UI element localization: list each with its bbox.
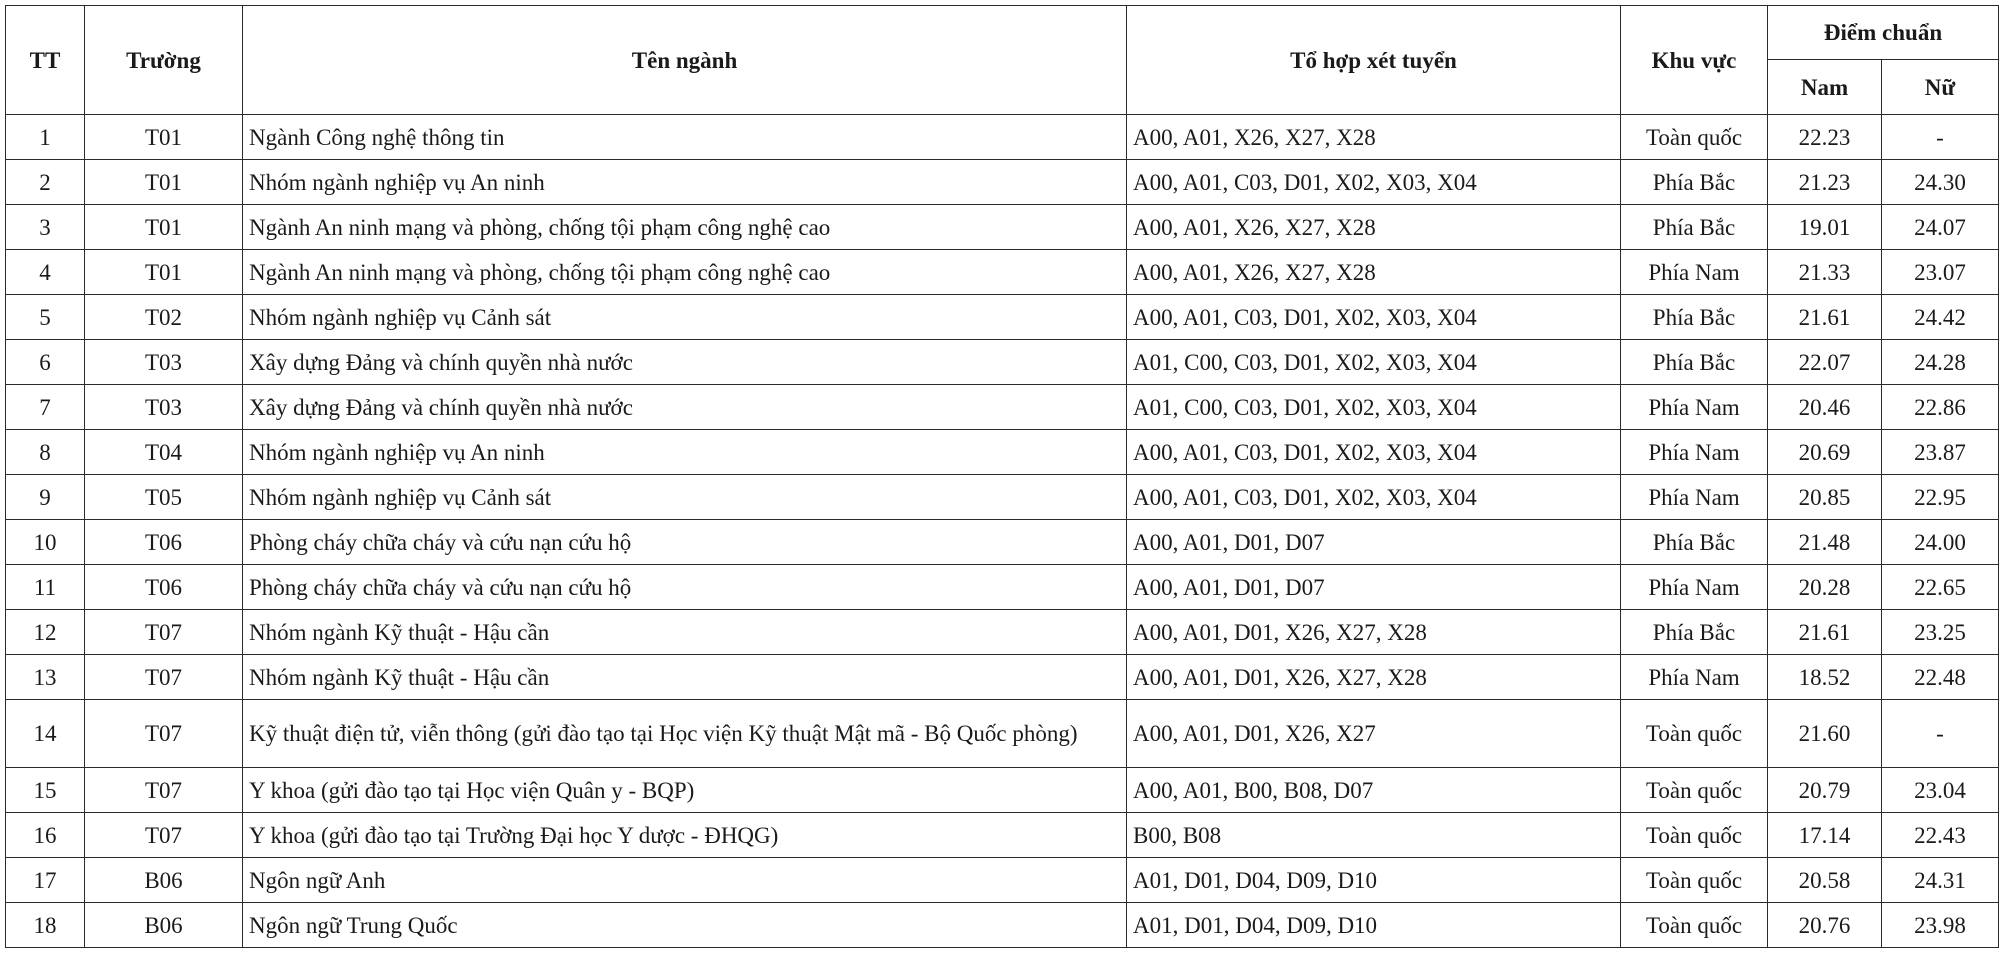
cell-to-hop: A00, A01, D01, D07 bbox=[1127, 520, 1621, 565]
cell-ten-nganh: Xây dựng Đảng và chính quyền nhà nước bbox=[243, 340, 1127, 385]
cell-khu-vuc: Phía Bắc bbox=[1621, 610, 1768, 655]
cell-to-hop: A01, D01, D04, D09, D10 bbox=[1127, 858, 1621, 903]
cell-tt: 12 bbox=[6, 610, 85, 655]
cell-truong: T07 bbox=[85, 700, 243, 768]
cell-khu-vuc: Toàn quốc bbox=[1621, 903, 1768, 948]
cell-nu: - bbox=[1882, 700, 1999, 768]
cell-ten-nganh: Ngôn ngữ Trung Quốc bbox=[243, 903, 1127, 948]
cell-nu: 24.30 bbox=[1882, 160, 1999, 205]
cell-to-hop: A00, A01, C03, D01, X02, X03, X04 bbox=[1127, 295, 1621, 340]
cell-truong: T05 bbox=[85, 475, 243, 520]
table-row bbox=[6, 858, 1999, 903]
cell-ten-nganh: Ngôn ngữ Anh bbox=[243, 858, 1127, 903]
table-row bbox=[6, 520, 1999, 565]
cell-khu-vuc: Phía Bắc bbox=[1621, 160, 1768, 205]
cell-ten-nganh: Nhóm ngành nghiệp vụ Cảnh sát bbox=[243, 295, 1127, 340]
cell-nu: 23.25 bbox=[1882, 610, 1999, 655]
cell-tt: 13 bbox=[6, 655, 85, 700]
cell-truong: T04 bbox=[85, 430, 243, 475]
cell-nam: 20.85 bbox=[1768, 475, 1882, 520]
cell-nu: 23.87 bbox=[1882, 430, 1999, 475]
table-row bbox=[6, 903, 1999, 948]
cell-nu: 22.48 bbox=[1882, 655, 1999, 700]
cell-nam: 20.28 bbox=[1768, 565, 1882, 610]
cell-truong: T01 bbox=[85, 250, 243, 295]
cell-truong: T01 bbox=[85, 160, 243, 205]
cell-tt: 3 bbox=[6, 205, 85, 250]
cell-to-hop: A00, A01, C03, D01, X02, X03, X04 bbox=[1127, 475, 1621, 520]
table-row bbox=[6, 205, 1999, 250]
cell-to-hop: A01, C00, C03, D01, X02, X03, X04 bbox=[1127, 385, 1621, 430]
cell-ten-nganh: Ngành An ninh mạng và phòng, chống tội phạm công nghệ cao bbox=[243, 205, 1127, 250]
cell-truong: T02 bbox=[85, 295, 243, 340]
cell-to-hop: A00, A01, B00, B08, D07 bbox=[1127, 768, 1621, 813]
cell-tt: 9 bbox=[6, 475, 85, 520]
header-tt: TT bbox=[6, 6, 85, 115]
cell-ten-nganh: Y khoa (gửi đào tạo tại Học viện Quân y - BQP) bbox=[243, 768, 1127, 813]
cell-ten-nganh: Ngành An ninh mạng và phòng, chống tội phạm công nghệ cao bbox=[243, 250, 1127, 295]
cell-ten-nganh: Nhóm ngành nghiệp vụ An ninh bbox=[243, 160, 1127, 205]
table-row bbox=[6, 385, 1999, 430]
cell-ten-nganh: Kỹ thuật điện tử, viễn thông (gửi đào tạo tại Học viện Kỹ thuật Mật mã - Bộ Quốc phòng) bbox=[243, 700, 1127, 768]
header-to-hop: Tổ hợp xét tuyển bbox=[1127, 6, 1621, 115]
cell-khu-vuc: Phía Bắc bbox=[1621, 340, 1768, 385]
cell-khu-vuc: Toàn quốc bbox=[1621, 813, 1768, 858]
cell-ten-nganh: Nhóm ngành Kỹ thuật - Hậu cần bbox=[243, 655, 1127, 700]
cell-nam: 20.79 bbox=[1768, 768, 1882, 813]
table-row bbox=[6, 768, 1999, 813]
cell-ten-nganh: Xây dựng Đảng và chính quyền nhà nước bbox=[243, 385, 1127, 430]
table-row bbox=[6, 160, 1999, 205]
cell-tt: 6 bbox=[6, 340, 85, 385]
cell-to-hop: B00, B08 bbox=[1127, 813, 1621, 858]
header-ten-nganh: Tên ngành bbox=[243, 6, 1127, 115]
cell-khu-vuc: Phía Nam bbox=[1621, 385, 1768, 430]
cell-tt: 7 bbox=[6, 385, 85, 430]
cell-truong: T01 bbox=[85, 205, 243, 250]
cell-nam: 21.23 bbox=[1768, 160, 1882, 205]
cell-nu: 24.31 bbox=[1882, 858, 1999, 903]
cell-nam: 21.48 bbox=[1768, 520, 1882, 565]
cell-tt: 4 bbox=[6, 250, 85, 295]
header-diem-chuan: Điểm chuẩn bbox=[1768, 6, 1999, 60]
cell-truong: T06 bbox=[85, 565, 243, 610]
cell-truong: T03 bbox=[85, 340, 243, 385]
cell-nam: 18.52 bbox=[1768, 655, 1882, 700]
cell-tt: 2 bbox=[6, 160, 85, 205]
cell-nam: 20.76 bbox=[1768, 903, 1882, 948]
header-row bbox=[6, 6, 1999, 60]
table-row bbox=[6, 295, 1999, 340]
cell-truong: T07 bbox=[85, 813, 243, 858]
header-nu: Nữ bbox=[1882, 60, 1999, 115]
cell-truong: T03 bbox=[85, 385, 243, 430]
cell-khu-vuc: Phía Bắc bbox=[1621, 520, 1768, 565]
cell-to-hop: A01, D01, D04, D09, D10 bbox=[1127, 903, 1621, 948]
cell-ten-nganh: Phòng cháy chữa cháy và cứu nạn cứu hộ bbox=[243, 565, 1127, 610]
table-row bbox=[6, 250, 1999, 295]
cell-khu-vuc: Toàn quốc bbox=[1621, 768, 1768, 813]
cell-khu-vuc: Phía Bắc bbox=[1621, 205, 1768, 250]
cell-tt: 1 bbox=[6, 115, 85, 160]
cell-nam: 21.61 bbox=[1768, 610, 1882, 655]
cell-nam: 17.14 bbox=[1768, 813, 1882, 858]
cell-nu: 22.86 bbox=[1882, 385, 1999, 430]
table-row bbox=[6, 430, 1999, 475]
table-row bbox=[6, 813, 1999, 858]
cell-nu: 23.04 bbox=[1882, 768, 1999, 813]
header-khu-vuc: Khu vực bbox=[1621, 6, 1768, 115]
cell-nam: 21.33 bbox=[1768, 250, 1882, 295]
cell-nam: 19.01 bbox=[1768, 205, 1882, 250]
cell-tt: 10 bbox=[6, 520, 85, 565]
cell-truong: B06 bbox=[85, 903, 243, 948]
cell-nam: 22.23 bbox=[1768, 115, 1882, 160]
cell-to-hop: A00, A01, C03, D01, X02, X03, X04 bbox=[1127, 160, 1621, 205]
cell-nu: 24.28 bbox=[1882, 340, 1999, 385]
cell-to-hop: A00, A01, C03, D01, X02, X03, X04 bbox=[1127, 430, 1621, 475]
cell-nam: 20.69 bbox=[1768, 430, 1882, 475]
cell-khu-vuc: Toàn quốc bbox=[1621, 858, 1768, 903]
cell-ten-nganh: Ngành Công nghệ thông tin bbox=[243, 115, 1127, 160]
cell-khu-vuc: Phía Nam bbox=[1621, 655, 1768, 700]
cell-khu-vuc: Phía Nam bbox=[1621, 565, 1768, 610]
cell-tt: 5 bbox=[6, 295, 85, 340]
cell-to-hop: A00, A01, D01, D07 bbox=[1127, 565, 1621, 610]
cell-nu: 22.95 bbox=[1882, 475, 1999, 520]
table-row bbox=[6, 655, 1999, 700]
cell-nu: 22.43 bbox=[1882, 813, 1999, 858]
cell-tt: 14 bbox=[6, 700, 85, 768]
cell-ten-nganh: Nhóm ngành Kỹ thuật - Hậu cần bbox=[243, 610, 1127, 655]
admission-scores-table bbox=[5, 5, 1999, 948]
cell-nam: 22.07 bbox=[1768, 340, 1882, 385]
cell-to-hop: A01, C00, C03, D01, X02, X03, X04 bbox=[1127, 340, 1621, 385]
cell-nu: 23.98 bbox=[1882, 903, 1999, 948]
cell-nam: 20.58 bbox=[1768, 858, 1882, 903]
cell-nam: 21.60 bbox=[1768, 700, 1882, 768]
cell-to-hop: A00, A01, D01, X26, X27, X28 bbox=[1127, 610, 1621, 655]
cell-khu-vuc: Toàn quốc bbox=[1621, 700, 1768, 768]
cell-nu: 23.07 bbox=[1882, 250, 1999, 295]
cell-khu-vuc: Toàn quốc bbox=[1621, 115, 1768, 160]
table-body bbox=[6, 115, 1999, 948]
cell-truong: T07 bbox=[85, 768, 243, 813]
cell-truong: T07 bbox=[85, 610, 243, 655]
cell-ten-nganh: Nhóm ngành nghiệp vụ Cảnh sát bbox=[243, 475, 1127, 520]
cell-truong: T01 bbox=[85, 115, 243, 160]
cell-to-hop: A00, A01, X26, X27, X28 bbox=[1127, 115, 1621, 160]
cell-tt: 11 bbox=[6, 565, 85, 610]
cell-nu: - bbox=[1882, 115, 1999, 160]
cell-truong: B06 bbox=[85, 858, 243, 903]
cell-nu: 24.00 bbox=[1882, 520, 1999, 565]
header-nam: Nam bbox=[1768, 60, 1882, 115]
cell-nam: 20.46 bbox=[1768, 385, 1882, 430]
table-row bbox=[6, 115, 1999, 160]
cell-khu-vuc: Phía Bắc bbox=[1621, 295, 1768, 340]
table-row bbox=[6, 700, 1999, 768]
cell-nu: 24.07 bbox=[1882, 205, 1999, 250]
table-row bbox=[6, 610, 1999, 655]
table-row bbox=[6, 565, 1999, 610]
cell-tt: 18 bbox=[6, 903, 85, 948]
cell-khu-vuc: Phía Nam bbox=[1621, 250, 1768, 295]
cell-nu: 24.42 bbox=[1882, 295, 1999, 340]
cell-truong: T06 bbox=[85, 520, 243, 565]
cell-truong: T07 bbox=[85, 655, 243, 700]
cell-tt: 15 bbox=[6, 768, 85, 813]
table-row bbox=[6, 475, 1999, 520]
cell-to-hop: A00, A01, X26, X27, X28 bbox=[1127, 250, 1621, 295]
cell-tt: 8 bbox=[6, 430, 85, 475]
cell-tt: 17 bbox=[6, 858, 85, 903]
cell-to-hop: A00, A01, D01, X26, X27, X28 bbox=[1127, 655, 1621, 700]
cell-khu-vuc: Phía Nam bbox=[1621, 430, 1768, 475]
cell-nu: 22.65 bbox=[1882, 565, 1999, 610]
cell-to-hop: A00, A01, X26, X27, X28 bbox=[1127, 205, 1621, 250]
cell-ten-nganh: Y khoa (gửi đào tạo tại Trường Đại học Y dược - ĐHQG) bbox=[243, 813, 1127, 858]
cell-ten-nganh: Phòng cháy chữa cháy và cứu nạn cứu hộ bbox=[243, 520, 1127, 565]
header-truong: Trường bbox=[85, 6, 243, 115]
table-row bbox=[6, 340, 1999, 385]
cell-to-hop: A00, A01, D01, X26, X27 bbox=[1127, 700, 1621, 768]
cell-khu-vuc: Phía Nam bbox=[1621, 475, 1768, 520]
cell-ten-nganh: Nhóm ngành nghiệp vụ An ninh bbox=[243, 430, 1127, 475]
cell-tt: 16 bbox=[6, 813, 85, 858]
cell-nam: 21.61 bbox=[1768, 295, 1882, 340]
